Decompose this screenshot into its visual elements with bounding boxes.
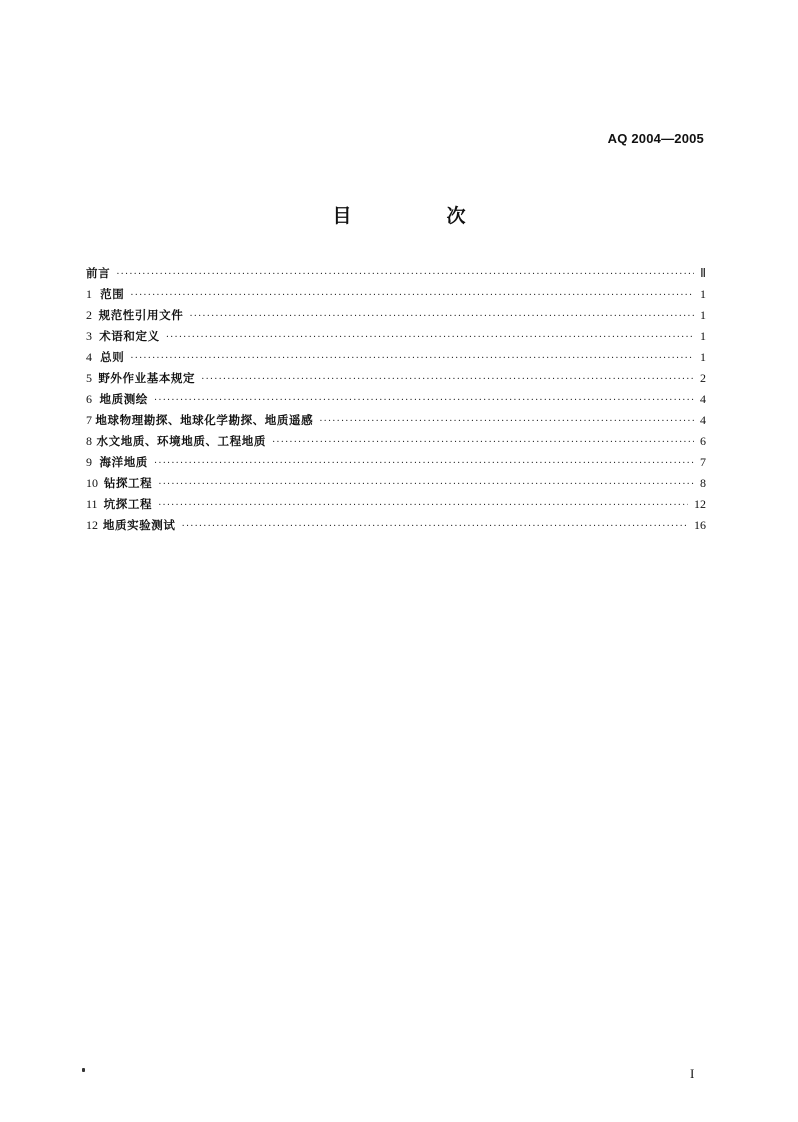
toc-entry-page: 12: [694, 497, 706, 511]
toc-entry-label: 野外作业基本规定: [98, 371, 196, 385]
toc-leader-dots: [158, 495, 688, 516]
toc-entry-number: 1: [86, 287, 92, 301]
toc-entry-label: 术语和定义: [99, 329, 160, 343]
toc-entry-label: 水文地质、环境地质、工程地质: [96, 434, 266, 448]
toc-leader-dots: [189, 306, 694, 327]
toc-leader-dots: [130, 285, 694, 306]
toc-leader-dots: [154, 390, 694, 411]
toc-entry-label: 钻探工程: [103, 476, 153, 490]
toc-leader-dots: [272, 432, 694, 453]
toc-entry-label: 范围: [100, 287, 125, 301]
toc-entry-12[interactable]: [86, 515, 706, 536]
toc-entry-number: 7: [86, 413, 92, 427]
toc-entry-page: 16: [694, 518, 706, 532]
toc-entry-number: 8: [86, 434, 92, 448]
toc-entry-page: 1: [700, 287, 706, 301]
toc-entry-number: 10: [86, 476, 98, 490]
toc-entry-3[interactable]: [86, 326, 706, 347]
toc-entry-label: 总则: [100, 350, 125, 364]
toc-entry-1[interactable]: [86, 284, 706, 305]
toc-entry-page: 4: [700, 392, 706, 406]
toc-entry-number: 12: [86, 518, 98, 532]
toc-entry-page: 8: [700, 476, 706, 490]
toc-entry-page: 2: [700, 371, 706, 385]
toc-entry-page: 1: [700, 308, 706, 322]
toc-entry-label: 地质测绘: [99, 392, 148, 406]
toc-entry-page: Ⅱ: [700, 266, 706, 280]
toc-entry-6[interactable]: [86, 389, 706, 410]
toc-entry-label: 地球物理勘探、地球化学勘探、地质遥感: [95, 413, 314, 427]
toc-entry-page: 1: [700, 329, 706, 343]
toc-entry-page: 7: [700, 455, 706, 469]
toc-leader-dots: [130, 348, 694, 369]
toc-entry-label: 地质实验测试: [102, 518, 176, 532]
toc-list: [86, 263, 706, 536]
toc-entry-10[interactable]: [86, 473, 706, 494]
toc-leader-dots: [181, 516, 688, 537]
toc-entry-foreword[interactable]: [86, 263, 706, 284]
toc-entry-page: 6: [700, 434, 706, 448]
toc-leader-dots: [166, 327, 694, 348]
toc-entry-label: 规范性引用文件: [98, 308, 184, 322]
toc-entry-number: 6: [86, 392, 92, 406]
toc-entry-number: 4: [86, 350, 92, 364]
toc-entry-number: 9: [86, 455, 92, 469]
toc-entry-page: 1: [700, 350, 706, 364]
scan-mark: [82, 1068, 85, 1072]
toc-entry-number: 5: [86, 371, 92, 385]
toc-entry-7[interactable]: [86, 410, 706, 431]
toc-entry-page: 4: [700, 413, 706, 427]
toc-entry-5[interactable]: [86, 368, 706, 389]
toc-entry-label: 坑探工程: [103, 497, 153, 511]
toc-leader-dots: [319, 411, 694, 432]
page-number: I: [690, 1066, 695, 1081]
toc-entry-label: 前言: [86, 266, 111, 280]
toc-entry-2[interactable]: [86, 305, 706, 326]
document-code: AQ 2004—2005: [607, 131, 704, 146]
toc-entry-9[interactable]: [86, 452, 706, 473]
toc-entry-11[interactable]: [86, 494, 706, 515]
toc-leader-dots: [116, 264, 694, 285]
toc-entry-number: 11: [86, 497, 98, 511]
toc-entry-4[interactable]: [86, 347, 706, 368]
toc-title: 目 次: [332, 205, 504, 227]
toc-entry-label: 海洋地质: [99, 455, 148, 469]
toc-leader-dots: [158, 474, 694, 495]
toc-entry-number: 2: [86, 308, 92, 322]
toc-entry-number: 3: [86, 329, 92, 343]
toc-leader-dots: [201, 369, 694, 390]
toc-leader-dots: [154, 453, 694, 474]
toc-entry-8[interactable]: [86, 431, 706, 452]
